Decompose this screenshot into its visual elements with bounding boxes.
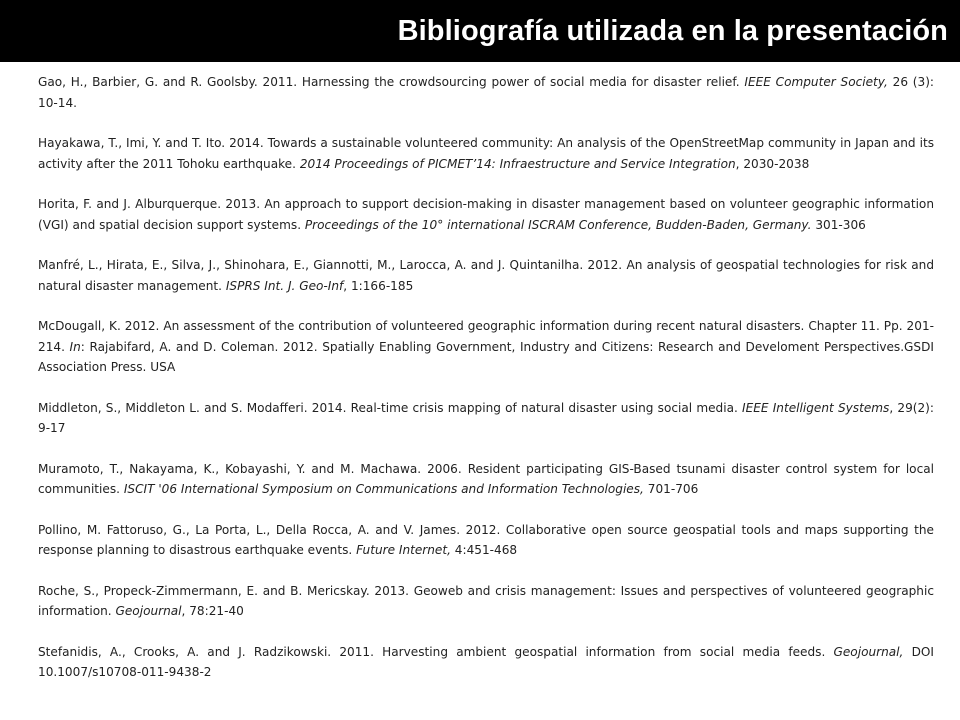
reference-details: , 29(2): 9-17 [38,400,934,435]
reference-list [38,72,934,703]
reference-source: ISCIT '06 International Symposium on Communications and Information Technologies, [123,482,644,496]
reference-details: : Rajabifard, A. and D. Coleman. 2012. Spatially Enabling Government, Industry and Citizens: Research and Develoment Perspectives.GSDI Association Press. USA [38,339,934,374]
reference-text: McDougall, K. 2012. An assessment of the contribution of volunteered geographic information during recent natural disasters. Chapter 11. Pp. 201-214. [38,319,934,354]
reference-text: Pollino, M. Fattoruso, G., La Porta, L., Della Rocca, A. and V. James. 2012. Collaborative open source geospatial tools and maps supporting the response planning to disastrous earthquake events. [38,522,934,557]
reference-item [38,459,934,500]
reference-text: Middleton, S., Middleton L. and S. Modafferi. 2014. Real-time crisis mapping of natural disaster using social media. [38,400,743,415]
reference-item [38,72,934,113]
reference-details: , 1:166-185 [343,278,414,293]
reference-details: DOI 10.1007/s10708-011-9438-2 [38,644,934,679]
reference-details: 4:451-468 [450,543,518,557]
reference-text: Hayakawa, T., Imi, Y. and T. Ito. 2014. Towards a sustainable volunteered community: An analysis of the OpenStreetMap community in Japan and its activity after the 2011 Tohoku earthquake. [38,136,934,171]
reference-source: Geojournal [115,604,182,618]
reference-source: Proceedings of the 10° international ISCRAM Conference, Budden-Baden, Germany. [304,217,812,232]
reference-details: , 2030-2038 [735,156,810,171]
reference-item [38,316,934,378]
reference-source: 2014 Proceedings of PICMET’14: Infraestructure and Service Integration [299,156,736,171]
reference-source: IEEE Intelligent Systems [742,400,890,415]
reference-item [38,581,934,622]
reference-source: IEEE Computer Society, [744,75,888,89]
reference-item [38,133,934,174]
title-bar [0,0,960,62]
reference-source: Future Internet, [356,543,451,557]
page-title: Bibliografía utilizada en la presentación [397,14,948,47]
reference-item [38,398,934,439]
reference-item [38,520,934,561]
reference-source: Geojournal, [833,644,904,659]
reference-text: Stefanidis, A., Crooks, A. and J. Radzikowski. 2011. Harvesting ambient geospatial information from social media feeds. [38,644,834,659]
reference-item [38,194,934,235]
reference-source: ISPRS Int. J. Geo-Inf [225,278,344,293]
reference-details: 701-706 [643,482,699,496]
reference-text: Horita, F. and J. Alburquerque. 2013. An approach to support decision-making in disaster management based on volunteer geographic information (VGI) and spatial decision support systems. [38,197,934,232]
reference-text: Roche, S., Propeck-Zimmermann, E. and B. Mericskay. 2013. Geoweb and crisis management: Issues and perspectives of volunteered geographic information. [38,583,934,618]
reference-item [38,642,934,683]
reference-details: , 78:21-40 [181,604,244,618]
reference-details: 26 (3): 10-14. [38,75,934,110]
reference-item [38,255,934,296]
reference-text: Manfré, L., Hirata, E., Silva, J., Shinohara, E., Giannotti, M., Larocca, A. and J. Quintanilha. 2012. An analysis of geospatial technologies for risk and natural disaster management. [38,258,934,293]
reference-source: In [69,339,81,354]
reference-text: Muramoto, T., Nakayama, K., Kobayashi, Y. and M. Machawa. 2006. Resident participating GIS-Based tsunami disaster control system for local communities. [38,461,934,496]
reference-details: 301-306 [811,217,866,232]
reference-text: Gao, H., Barbier, G. and R. Goolsby. 2011. Harnessing the crowdsourcing power of social media for disaster relief. [38,75,745,89]
